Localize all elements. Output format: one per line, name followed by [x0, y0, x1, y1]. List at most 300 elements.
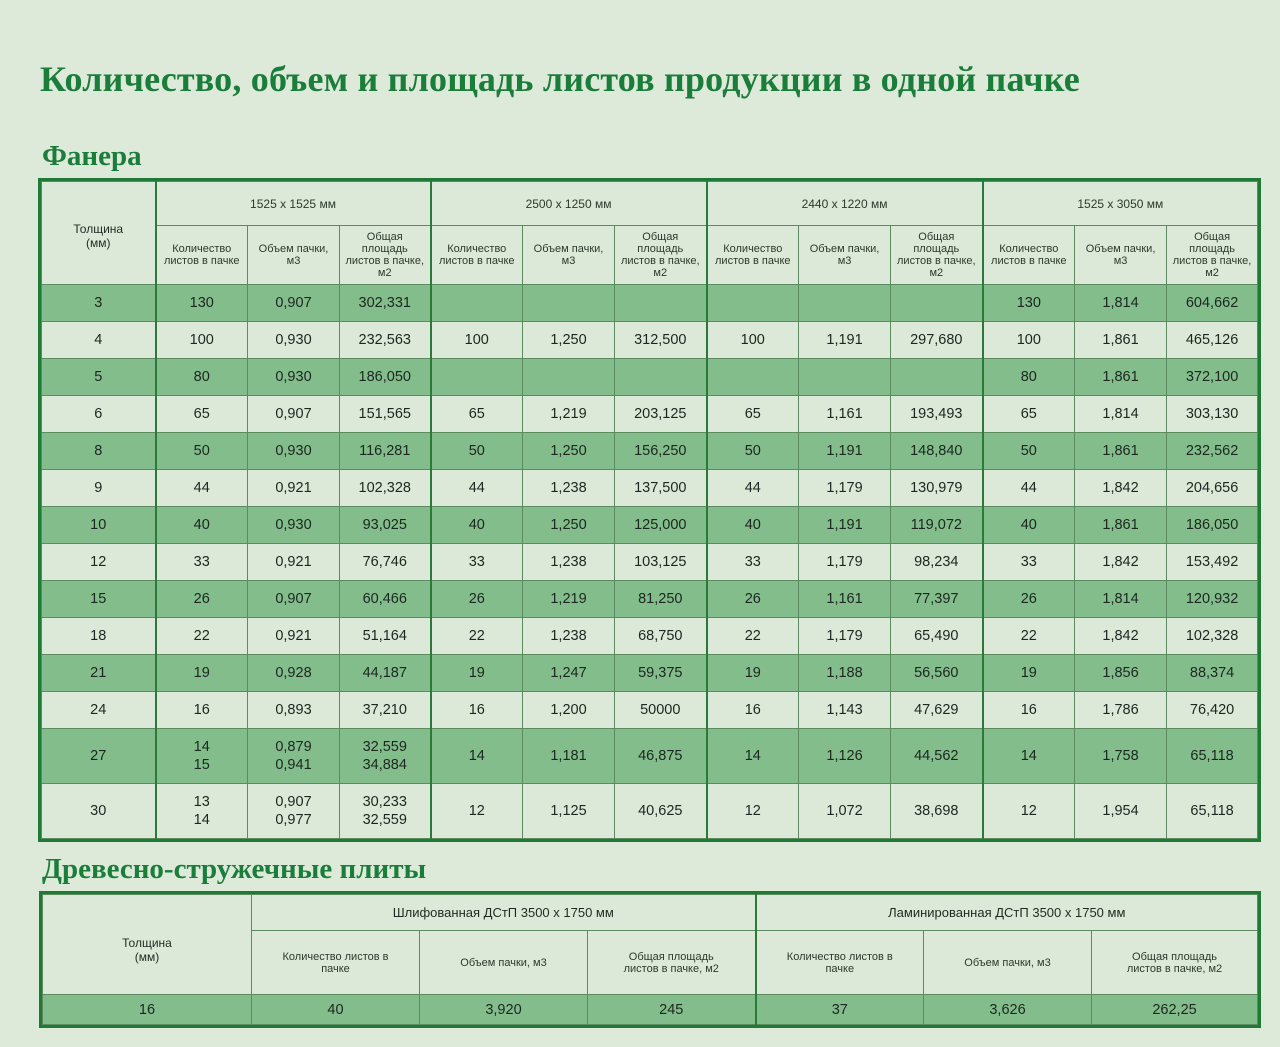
data-cell [707, 322, 799, 359]
cell-value: 33 [1020, 554, 1037, 570]
data-cell [340, 396, 431, 433]
cell-value: 102,328 [1185, 628, 1239, 644]
cell-value: 137,500 [634, 480, 687, 496]
cell-value: 1,842 [1102, 628, 1139, 644]
cell-value: 12 [744, 803, 761, 819]
data-cell [799, 729, 891, 784]
data-cell [891, 396, 983, 433]
cell-value: 38,698 [914, 803, 959, 819]
cell-value: 1,758 [1102, 748, 1139, 764]
thickness-cell: 4 [42, 322, 156, 359]
data-cell [707, 507, 799, 544]
cell-value: 76,420 [1189, 702, 1235, 718]
data-cell [431, 618, 523, 655]
column-header [924, 931, 1092, 995]
column-header-label: Объем пачки, м3 [258, 243, 329, 267]
cell-value: 604,662 [1185, 295, 1239, 311]
column-header-label: Количество листов в пачке [786, 950, 893, 975]
cell-value: 1,238 [550, 628, 587, 644]
data-cell [799, 544, 891, 581]
cell-value: 14 15 [193, 739, 210, 773]
cell-value: 156,250 [634, 443, 687, 459]
cell-value: 186,050 [1185, 517, 1239, 533]
table-row [42, 692, 1258, 729]
column-header-label: Общая площадь листов в пачке, м2 [897, 231, 976, 279]
data-cell [799, 285, 891, 322]
data-cell [799, 507, 891, 544]
cell-value: 26 [468, 591, 485, 607]
cell-value: 1,842 [1102, 480, 1139, 496]
cell-value: 1,786 [1102, 702, 1139, 718]
cell-value: 1,250 [550, 443, 587, 459]
data-cell [340, 655, 431, 692]
cell-value: 0,921 [275, 628, 312, 644]
cell-value: 116,281 [359, 443, 411, 459]
table-row [42, 396, 1258, 433]
column-header-label: Общая площадь листов в пачке, м2 [1126, 950, 1223, 975]
cell-value: 1,200 [550, 702, 587, 718]
column-header [252, 931, 420, 995]
cell-value: 232,563 [358, 332, 411, 348]
cell-value: 65,118 [1190, 803, 1234, 819]
data-cell [523, 784, 615, 839]
data-cell [248, 285, 340, 322]
data-cell [431, 433, 523, 470]
cell-value: 51,164 [362, 628, 407, 644]
cell-value: 40 [744, 517, 761, 533]
cell-value: 0,907 0,977 [275, 794, 312, 828]
data-cell [523, 396, 615, 433]
data-cell [1167, 618, 1258, 655]
data-cell [799, 618, 891, 655]
data-cell [983, 729, 1075, 784]
data-cell [248, 729, 340, 784]
cell-value: 1,861 [1102, 517, 1139, 533]
data-cell [431, 322, 523, 359]
data-cell [1075, 433, 1167, 470]
data-cell [523, 618, 615, 655]
column-header-label: Объем пачки, м3 [533, 243, 604, 267]
data-cell [431, 396, 523, 433]
data-cell [1167, 359, 1258, 396]
table-row [42, 544, 1258, 581]
cell-value: 14 [1020, 748, 1037, 764]
data-cell [1075, 544, 1167, 581]
data-cell [1075, 655, 1167, 692]
cell-value: 65 [1020, 406, 1037, 422]
data-cell [983, 581, 1075, 618]
thickness-cell: 16 [43, 995, 252, 1025]
table-row [42, 655, 1258, 692]
data-cell [891, 729, 983, 784]
size-header-2500x1250: 2500 х 1250 мм [431, 182, 707, 226]
cell-value: 40 [1020, 517, 1037, 533]
data-cell [799, 396, 891, 433]
cell-value: 1,842 [1102, 554, 1139, 570]
data-cell [248, 396, 340, 433]
cell-value: 12 [468, 803, 485, 819]
data-cell [891, 359, 983, 396]
cell-value: 65,118 [1190, 748, 1234, 764]
data-cell [431, 784, 523, 839]
cell-value: 50 [193, 443, 210, 459]
data-cell [799, 581, 891, 618]
cell-value: 50000 [640, 702, 681, 718]
cell-value: 1,219 [550, 406, 587, 422]
cell-value: 1,188 [826, 665, 863, 681]
data-cell [891, 470, 983, 507]
table-row [42, 285, 1258, 322]
column-header [588, 931, 756, 995]
data-cell [891, 507, 983, 544]
data-cell [707, 359, 799, 396]
column-header [1167, 226, 1258, 285]
data-cell [1075, 507, 1167, 544]
table-row [42, 359, 1258, 396]
data-cell [431, 470, 523, 507]
data-cell [615, 285, 707, 322]
cell-value: 76,746 [362, 554, 407, 570]
column-header-label: Объем пачки, м3 [1085, 243, 1156, 267]
table-row [42, 507, 1258, 544]
column-header-label: Общая площадь листов в пачке, м2 [1172, 231, 1252, 279]
cell-value: 100 [1016, 332, 1041, 348]
data-cell [615, 618, 707, 655]
data-cell [983, 544, 1075, 581]
data-cell [707, 285, 799, 322]
data-cell [340, 507, 431, 544]
data-cell [156, 729, 248, 784]
cell-value: 60,466 [362, 591, 407, 607]
data-cell: 3,920 [420, 995, 588, 1025]
table-row [42, 729, 1258, 784]
data-cell [431, 655, 523, 692]
cell-value: 44,187 [362, 665, 407, 681]
cell-value: 13 14 [193, 794, 210, 828]
data-cell [1167, 581, 1258, 618]
column-header [431, 226, 523, 285]
cell-value: 65 [468, 406, 485, 422]
cell-value: 1,179 [826, 628, 863, 644]
cell-value: 130 [189, 295, 214, 311]
column-header [1092, 931, 1258, 995]
data-cell [891, 285, 983, 322]
column-header [756, 931, 924, 995]
column-header-label: Общая площадь листов в пачке, м2 [620, 231, 700, 279]
cell-value: 12 [1020, 803, 1037, 819]
data-cell [1075, 285, 1167, 322]
data-cell [615, 396, 707, 433]
cell-value: 1,191 [826, 443, 863, 459]
cell-value: 1,247 [550, 665, 587, 681]
cell-value: 119,072 [910, 517, 962, 533]
data-cell [891, 322, 983, 359]
column-header-label: Количество листов в пачке [991, 243, 1067, 267]
column-header [523, 226, 615, 285]
cell-value: 100 [740, 332, 765, 348]
cell-value: 0,930 [275, 332, 312, 348]
column-header [156, 226, 248, 285]
data-cell [799, 433, 891, 470]
data-cell: 40 [252, 995, 420, 1025]
data-cell [615, 433, 707, 470]
cell-value: 1,191 [826, 517, 863, 533]
column-header [248, 226, 340, 285]
size-header-1525x1525: 1525 х 1525 мм [156, 182, 431, 226]
cell-value: 1,191 [826, 332, 863, 348]
cell-value: 203,125 [634, 406, 687, 422]
data-cell [431, 285, 523, 322]
page-title: Количество, объем и площадь листов продукции в одной пачке [40, 59, 1080, 99]
table-row [42, 433, 1258, 470]
sanded-chipboard-header: Шлифованная ДСтП 3500 х 1750 мм [252, 895, 756, 931]
data-cell [1075, 729, 1167, 784]
cell-value: 40 [193, 517, 210, 533]
cell-value: 40,625 [638, 803, 683, 819]
data-cell [523, 359, 615, 396]
column-header-label: Общая площадь листов в пачке, м2 [345, 231, 425, 279]
data-cell [615, 544, 707, 581]
data-cell [799, 784, 891, 839]
data-cell [1167, 729, 1258, 784]
data-cell [431, 359, 523, 396]
size-header-1525x3050: 1525 х 3050 мм [983, 182, 1258, 226]
cell-value: 50 [1020, 443, 1037, 459]
data-cell [1075, 322, 1167, 359]
cell-value: 303,130 [1185, 406, 1239, 422]
data-cell [248, 322, 340, 359]
data-cell [523, 470, 615, 507]
column-header-label: Количество листов в пачке [715, 243, 791, 267]
data-cell [523, 322, 615, 359]
data-cell [523, 581, 615, 618]
data-cell [248, 507, 340, 544]
data-cell [156, 544, 248, 581]
cell-value: 372,100 [1185, 369, 1239, 385]
data-cell [523, 285, 615, 322]
cell-value: 1,179 [826, 554, 863, 570]
cell-value: 44 [468, 480, 485, 496]
data-cell [431, 544, 523, 581]
data-cell [799, 692, 891, 729]
data-cell [1167, 470, 1258, 507]
data-cell [1167, 396, 1258, 433]
thickness-cell: 6 [42, 396, 156, 433]
data-cell [340, 784, 431, 839]
cell-value: 465,126 [1185, 332, 1239, 348]
data-cell [707, 784, 799, 839]
data-cell [523, 655, 615, 692]
cell-value: 153,492 [1185, 554, 1239, 570]
data-cell [891, 784, 983, 839]
data-cell [340, 359, 431, 396]
data-cell [523, 544, 615, 581]
thickness-header: Толщина (мм) [42, 182, 156, 285]
plywood-table [41, 181, 1258, 839]
data-cell [1167, 507, 1258, 544]
cell-value: 50 [744, 443, 761, 459]
data-cell [1075, 470, 1167, 507]
cell-value: 56,560 [914, 665, 959, 681]
cell-value: 1,856 [1102, 665, 1139, 681]
cell-value: 1,179 [826, 480, 863, 496]
cell-value: 19 [193, 665, 210, 681]
column-header [615, 226, 707, 285]
thickness-cell: 10 [42, 507, 156, 544]
data-cell [983, 655, 1075, 692]
data-cell [983, 470, 1075, 507]
chipboard-heading: Древесно-стружечные плиты [42, 853, 427, 885]
data-cell [248, 692, 340, 729]
cell-value: 1,181 [550, 748, 587, 764]
data-cell [340, 433, 431, 470]
thickness-cell: 24 [42, 692, 156, 729]
column-header [891, 226, 983, 285]
cell-value: 1,954 [1102, 803, 1139, 819]
data-cell [1075, 784, 1167, 839]
column-header [707, 226, 799, 285]
data-cell [891, 544, 983, 581]
cell-value: 14 [744, 748, 761, 764]
data-cell [615, 359, 707, 396]
cell-value: 26 [744, 591, 761, 607]
data-cell [156, 655, 248, 692]
data-cell [156, 692, 248, 729]
cell-value: 22 [744, 628, 761, 644]
table-row [43, 995, 1258, 1025]
data-cell: 262,25 [1092, 995, 1258, 1025]
data-cell [1167, 692, 1258, 729]
thickness-cell: 27 [42, 729, 156, 784]
cell-value: 186,050 [358, 369, 411, 385]
data-cell [799, 359, 891, 396]
cell-value: 32,559 34,884 [362, 739, 407, 773]
data-cell [156, 581, 248, 618]
data-cell [983, 507, 1075, 544]
data-cell [340, 285, 431, 322]
cell-value: 46,875 [638, 748, 683, 764]
column-header-label: Объем пачки, м3 [964, 956, 1051, 969]
cell-value: 59,375 [638, 665, 683, 681]
cell-value: 44 [744, 480, 761, 496]
cell-value: 22 [193, 628, 210, 644]
data-cell [891, 581, 983, 618]
data-cell [340, 729, 431, 784]
data-cell [615, 784, 707, 839]
data-cell [248, 784, 340, 839]
cell-value: 19 [468, 665, 485, 681]
thickness-cell: 3 [42, 285, 156, 322]
cell-value: 26 [1020, 591, 1037, 607]
data-cell [707, 544, 799, 581]
cell-value: 26 [193, 591, 210, 607]
table-row [42, 784, 1258, 839]
data-cell [983, 618, 1075, 655]
column-header [340, 226, 431, 285]
data-cell [523, 729, 615, 784]
data-cell [615, 692, 707, 729]
data-cell: 37 [756, 995, 924, 1025]
data-cell [615, 655, 707, 692]
data-cell [891, 618, 983, 655]
cell-value: 22 [1020, 628, 1037, 644]
data-cell [340, 692, 431, 729]
data-cell [983, 433, 1075, 470]
data-cell [431, 729, 523, 784]
plywood-heading: Фанера [42, 140, 142, 172]
chipboard-table [42, 894, 1258, 1025]
data-cell [248, 544, 340, 581]
table-row [42, 618, 1258, 655]
column-header-label: Количество листов в пачке [282, 950, 389, 975]
cell-value: 33 [744, 554, 761, 570]
data-cell [431, 692, 523, 729]
data-cell [248, 433, 340, 470]
cell-value: 65 [193, 406, 210, 422]
cell-value: 19 [744, 665, 761, 681]
data-cell [431, 581, 523, 618]
cell-value: 44 [1020, 480, 1037, 496]
cell-value: 30,233 32,559 [362, 794, 407, 828]
cell-value: 93,025 [362, 517, 407, 533]
data-cell [156, 433, 248, 470]
table-row [42, 581, 1258, 618]
thickness-cell: 18 [42, 618, 156, 655]
cell-value: 44 [193, 480, 210, 496]
data-cell [340, 470, 431, 507]
cell-value: 0,921 [275, 554, 312, 570]
data-cell [1167, 285, 1258, 322]
laminated-chipboard-header: Ламинированная ДСтП 3500 х 1750 мм [756, 895, 1258, 931]
thickness-cell: 8 [42, 433, 156, 470]
cell-value: 1,125 [550, 803, 587, 819]
cell-value: 0,930 [275, 517, 312, 533]
data-cell [707, 581, 799, 618]
data-cell [983, 285, 1075, 322]
cell-value: 297,680 [910, 332, 963, 348]
cell-value: 33 [468, 554, 485, 570]
data-cell [799, 322, 891, 359]
data-cell [891, 433, 983, 470]
cell-value: 0,907 [275, 406, 312, 422]
data-cell [156, 470, 248, 507]
cell-value: 1,814 [1102, 406, 1139, 422]
column-header-label: Количество листов в пачке [163, 243, 240, 267]
data-cell [707, 618, 799, 655]
data-cell [1167, 655, 1258, 692]
cell-value: 81,250 [638, 591, 683, 607]
cell-value: 77,397 [914, 591, 959, 607]
data-cell [523, 433, 615, 470]
data-cell [615, 470, 707, 507]
table-row [42, 322, 1258, 359]
data-cell [340, 618, 431, 655]
cell-value: 302,331 [358, 295, 411, 311]
cell-value: 65,490 [914, 628, 959, 644]
cell-value: 50 [468, 443, 485, 459]
data-cell [707, 692, 799, 729]
cell-value: 16 [1020, 702, 1037, 718]
data-cell [1075, 396, 1167, 433]
data-cell [1167, 322, 1258, 359]
data-cell [983, 784, 1075, 839]
data-cell [891, 692, 983, 729]
cell-value: 16 [468, 702, 485, 718]
column-header-label: Общая площадь листов в пачке, м2 [623, 950, 719, 975]
cell-value: 14 [468, 748, 485, 764]
cell-value: 1,238 [550, 480, 587, 496]
cell-value: 16 [744, 702, 761, 718]
